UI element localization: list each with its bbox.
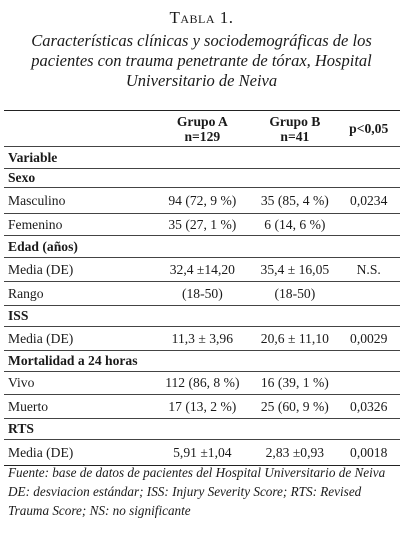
row-label: Masculino [4,188,152,214]
table-row [4,372,400,395]
p-value [337,372,400,395]
table-row [4,147,400,169]
section-row [4,169,400,188]
p-value [337,214,400,236]
section-edad: Edad (años) [4,236,152,258]
group-a-value: 5,91 ±1,04 [152,440,252,466]
group-a-n: n=129 [184,128,221,144]
group-a-value: 35 (27, 1 %) [152,214,252,236]
group-a-value: 112 (86, 8 %) [152,372,252,395]
p-value: 0,0326 [337,395,400,419]
section-row [4,236,400,258]
section-sexo: Sexo [4,169,152,188]
table-row [4,440,400,466]
table-caption: Características clínicas y sociodemográficas de los pacientes con trauma penetrante de tórax, Hospital Universitario de Neiva [31,31,372,90]
table-header-row [4,111,400,147]
table-row [4,327,400,351]
group-b-value: 35 (85, 4 %) [252,188,337,214]
p-value [337,282,400,306]
group-a-header [152,111,252,147]
group-b-value: 35,4 ± 16,05 [252,258,337,282]
section-row [4,351,400,372]
group-b-header [252,111,337,147]
group-b-value: (18-50) [252,282,337,306]
group-a-value: 94 (72, 9 %) [152,188,252,214]
group-b-value: 20,6 ± 11,10 [252,327,337,351]
group-b-label: Grupo B [269,113,321,129]
p-value: 0,0029 [337,327,400,351]
p-value: 0,0018 [337,440,400,466]
table-figure [0,8,403,541]
group-a-label: Grupo A [176,113,228,129]
p-value-header: p<0,05 [337,111,400,147]
group-a-value: 32,4 ±14,20 [152,258,252,282]
variable-label: Variable [4,147,152,169]
group-b-value: 2,83 ±0,93 [252,440,337,466]
table-label: Tabla 1. [169,8,234,27]
table-row [4,258,400,282]
row-label: Media (DE) [4,440,152,466]
section-rts: RTS [4,419,152,440]
clinical-characteristics-table [4,110,400,466]
section-row [4,306,400,327]
row-label: Muerto [4,395,152,419]
p-value: N.S. [337,258,400,282]
section-iss: ISS [4,306,152,327]
group-b-value: 25 (60, 9 %) [252,395,337,419]
row-label: Femenino [4,214,152,236]
section-row [4,419,400,440]
group-b-value: 6 (14, 6 %) [252,214,337,236]
group-a-value: (18-50) [152,282,252,306]
group-b-value: 16 (39, 1 %) [252,372,337,395]
row-label: Rango [4,282,152,306]
table-footnote [8,463,396,520]
table-row [4,395,400,419]
footnote-source: Fuente: base de datos de pacientes del Hospital Universitario de Neiva [8,465,386,480]
group-a-value: 11,3 ± 3,96 [152,327,252,351]
footnote-abbreviations: DE: desviacion estándar; ISS: Injury Severity Score; RTS: Revised Trauma Score; NS: no significante [8,484,362,518]
table-row [4,214,400,236]
section-mortalidad: Mortalidad a 24 horas [4,351,252,372]
row-label: Vivo [4,372,152,395]
row-label: Media (DE) [4,327,152,351]
row-label: Media (DE) [4,258,152,282]
table-row [4,188,400,214]
p-value: 0,0234 [337,188,400,214]
group-b-n: n=41 [280,128,310,144]
group-a-value: 17 (13, 2 %) [152,395,252,419]
table-row [4,282,400,306]
